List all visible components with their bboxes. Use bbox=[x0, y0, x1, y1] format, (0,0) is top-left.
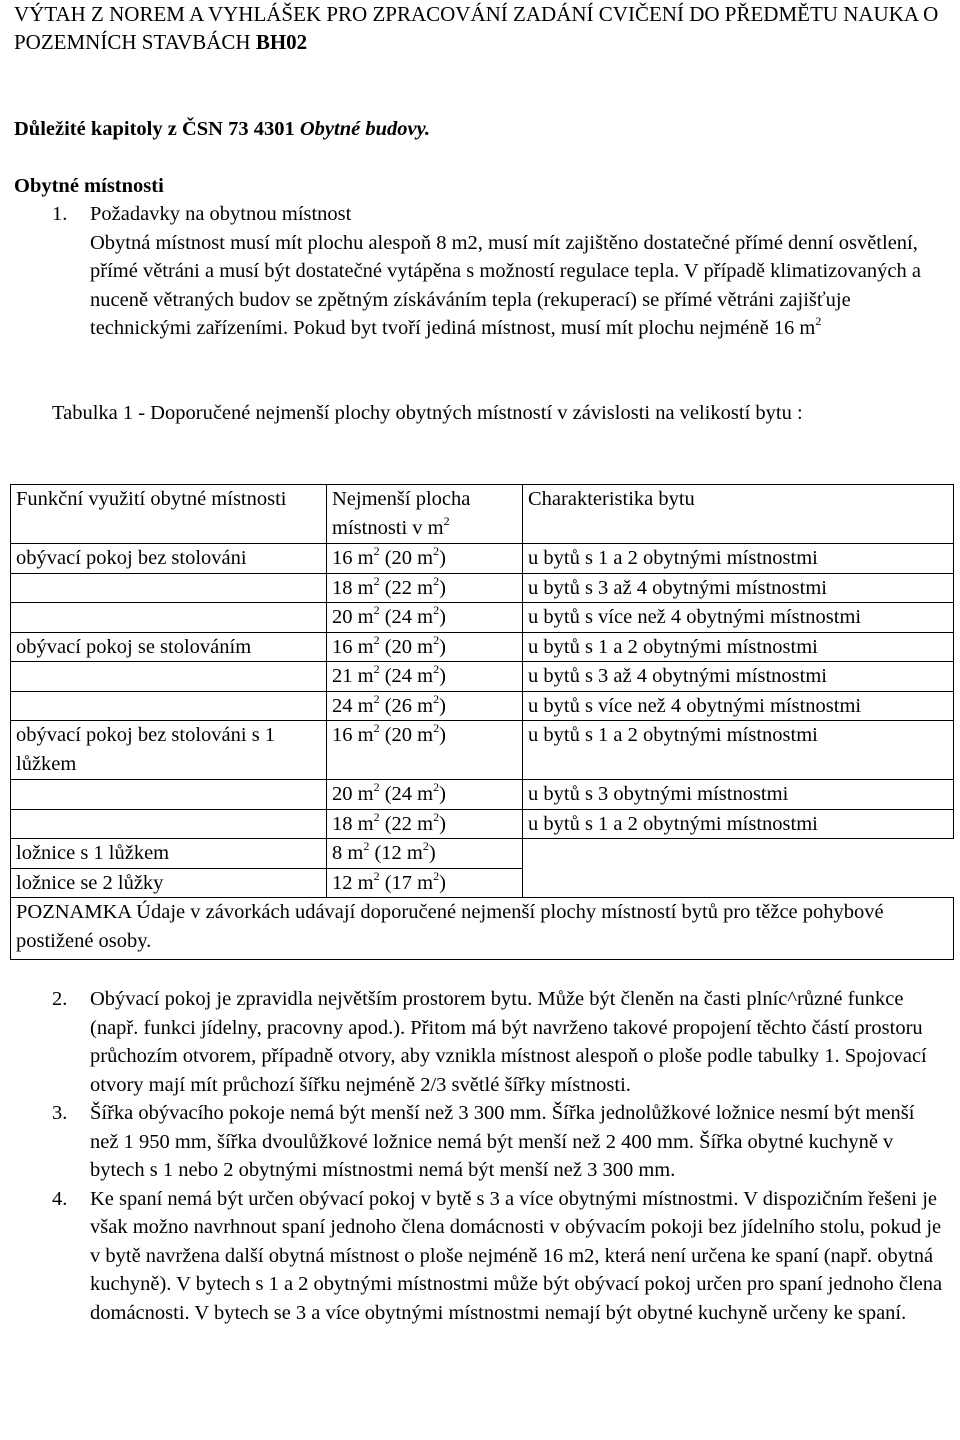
table-row bbox=[11, 662, 954, 692]
list-item-number: 4. bbox=[52, 1187, 68, 1210]
superscript: 2 bbox=[433, 780, 440, 794]
area-text: ) bbox=[428, 842, 436, 864]
area-text: (12 m bbox=[369, 842, 423, 864]
area-cell bbox=[327, 780, 523, 810]
header-cell-area bbox=[327, 485, 523, 544]
standard-heading bbox=[14, 115, 430, 144]
table-row bbox=[11, 691, 954, 721]
area-text: ) bbox=[439, 576, 446, 599]
table-note: POZNAMKA Údaje v závorkách udávají doporučené nejmenší plochy místností bytů pro těžce pohybové postižené osoby. bbox=[11, 898, 954, 960]
superscript: 2 bbox=[373, 691, 380, 706]
characteristic-cell: u bytů s 3 obytnými místnostmi bbox=[523, 780, 954, 810]
table-row bbox=[11, 809, 954, 839]
room-cell bbox=[11, 809, 327, 839]
characteristic-cell bbox=[523, 868, 954, 898]
room-area-table bbox=[10, 484, 954, 960]
superscript: 2 bbox=[433, 573, 440, 588]
superscript: 2 bbox=[433, 809, 440, 824]
area-cell bbox=[327, 662, 523, 692]
superscript: 2 bbox=[373, 603, 380, 617]
area-text: ) bbox=[439, 665, 446, 687]
list-item bbox=[52, 1099, 947, 1185]
area-text: 24 m bbox=[332, 694, 374, 717]
superscript: 2 bbox=[373, 780, 380, 794]
characteristic-cell: u bytů s 3 až 4 obytnými místnostmi bbox=[523, 573, 954, 603]
area-text: 20 m bbox=[332, 783, 374, 805]
room-cell: obývací pokoj bez stolováni s 1 lůžkem bbox=[11, 721, 327, 780]
superscript: 2 bbox=[373, 809, 380, 824]
superscript: 2 bbox=[433, 721, 440, 735]
superscript: 2 bbox=[373, 632, 380, 647]
characteristic-cell: u bytů s více než 4 obytnými místnostmi bbox=[523, 603, 954, 633]
table-caption: Tabulka 1 - Doporučené nejmenší plochy obytných místností v závislosti na velikostí bytu : bbox=[52, 402, 803, 424]
area-cell bbox=[327, 868, 523, 898]
list-item-number: 3. bbox=[52, 1102, 68, 1124]
characteristic-cell: u bytů s 1 a 2 obytnými místnostmi bbox=[523, 632, 954, 662]
superscript: 2 bbox=[433, 544, 440, 558]
table-row bbox=[11, 632, 954, 662]
section-heading: Obytné místnosti bbox=[14, 175, 164, 197]
area-cell bbox=[327, 721, 523, 780]
room-cell bbox=[11, 662, 327, 692]
characteristic-cell: u bytů s 1 a 2 obytnými místnostmi bbox=[523, 809, 954, 839]
area-text: (24 m bbox=[379, 606, 434, 628]
area-text: (24 m bbox=[379, 783, 434, 805]
area-cell bbox=[327, 691, 523, 721]
superscript: 2 bbox=[373, 721, 380, 735]
title-code: BH02 bbox=[255, 30, 308, 54]
list-item-body bbox=[90, 200, 950, 343]
area-text: (20 m bbox=[379, 724, 434, 746]
area-text: 21 m bbox=[332, 665, 374, 687]
room-cell bbox=[11, 573, 327, 603]
table-row bbox=[11, 544, 954, 574]
superscript: 2 bbox=[422, 839, 429, 853]
area-cell bbox=[327, 809, 523, 839]
header-area-text: Nejmenší plocha místnosti v m bbox=[332, 488, 471, 539]
area-text: 16 m bbox=[332, 724, 374, 746]
characteristic-cell: u bytů s 1 a 2 obytnými místnostmi bbox=[523, 721, 954, 780]
area-text: 16 m bbox=[332, 547, 374, 569]
title-text: VÝTAH Z NOREM A VYHLÁŠEK PRO ZPRACOVÁNÍ ZADÁNÍ CVIČENÍ DO PŘEDMĚTU NAUKA O POZEMNÍCH STAVBÁCH bbox=[14, 2, 939, 54]
area-text: (20 m bbox=[379, 547, 434, 569]
characteristic-cell: u bytů s 1 a 2 obytnými místnostmi bbox=[523, 544, 954, 574]
area-text: ) bbox=[439, 812, 446, 835]
list-item-title: Požadavky na obytnou místnost bbox=[90, 203, 352, 225]
table-row bbox=[11, 603, 954, 633]
list-item-text-main: Obytná místnost musí mít plochu alespoň 8 m2, musí mít zajištěno dostatečné přímé denní osvětlení, přímé větráni a musí být dostatečné vytápěna s možností regulace tepla. V případě klimatizovaných a nuceně větraných budov se zpětným získáváním tepla (rekuperací) se přímé větráni zajišťuje technickými zařízeními. Pokud byt tvoří jediná místnost, musí mít plochu nejméně 16 m bbox=[90, 231, 921, 339]
area-text: 12 m bbox=[332, 871, 374, 894]
area-text: (26 m bbox=[379, 694, 434, 717]
table-row bbox=[11, 780, 954, 810]
list-item bbox=[52, 1185, 947, 1328]
table-body bbox=[11, 485, 954, 960]
room-cell bbox=[11, 780, 327, 810]
list-item-text: Ke spaní nemá být určen obývací pokoj v bytě s 3 a více obytnými místnostmi. V dispozičním řešeni je však možno navrhnout spaní jednoho člena domácnosti v obývacím pokoji bez jídelního stolu, pokud je v bytě navržena další obytná místnost o ploše nejméně 16 m2, která není určena ke spaní (např. obytná kuchyně). V bytech s 1 a 2 obytnými místnostmi může být obývací pokoj určen pro spaní jednoho člena domácnosti. V bytech se 3 a více obytnými místnostmi nemají být obytné kuchyně určeny ke spaní. bbox=[90, 1187, 943, 1324]
area-text: ) bbox=[439, 783, 446, 805]
room-cell: obývací pokoj bez stolováni bbox=[11, 544, 327, 574]
area-text: ) bbox=[439, 871, 446, 894]
document-title bbox=[14, 0, 944, 56]
superscript: 2 bbox=[373, 573, 380, 588]
superscript: 2 bbox=[433, 632, 440, 647]
table-note-row bbox=[11, 898, 954, 960]
table-row bbox=[11, 839, 954, 869]
area-text: ) bbox=[439, 606, 446, 628]
superscript: 2 bbox=[433, 691, 440, 706]
superscript: 2 bbox=[815, 314, 822, 328]
superscript: 2 bbox=[433, 662, 440, 676]
area-text: (22 m bbox=[379, 576, 434, 599]
header-cell-function: Funkční využití obytné místnosti bbox=[11, 485, 327, 544]
superscript: 2 bbox=[373, 662, 380, 676]
characteristic-cell: u bytů s více než 4 obytnými místnostmi bbox=[523, 691, 954, 721]
area-text: ) bbox=[439, 694, 446, 717]
characteristic-cell: u bytů s 3 až 4 obytnými místnostmi bbox=[523, 662, 954, 692]
table-row bbox=[11, 573, 954, 603]
area-cell bbox=[327, 632, 523, 662]
area-text: ) bbox=[439, 547, 446, 569]
area-text: 20 m bbox=[332, 606, 374, 628]
area-cell bbox=[327, 603, 523, 633]
table-header-row bbox=[11, 485, 954, 544]
area-text: 18 m bbox=[332, 576, 374, 599]
superscript: 2 bbox=[373, 868, 380, 883]
list-item-number: 1. bbox=[52, 203, 68, 225]
characteristic-cell bbox=[523, 839, 954, 869]
table-row bbox=[11, 868, 954, 898]
area-text: (17 m bbox=[379, 871, 434, 894]
area-text: (24 m bbox=[379, 665, 434, 687]
room-cell bbox=[11, 603, 327, 633]
list-item-number: 2. bbox=[52, 988, 68, 1010]
area-text: ) bbox=[439, 635, 446, 658]
standard-heading-italic: Obytné budovy. bbox=[299, 118, 431, 140]
room-cell: ložnice se 2 lůžky bbox=[11, 868, 327, 898]
room-cell: obývací pokoj se stolováním bbox=[11, 632, 327, 662]
room-cell: ložnice s 1 lůžkem bbox=[11, 839, 327, 869]
area-text: 8 m bbox=[332, 842, 364, 864]
superscript: 2 bbox=[363, 839, 370, 853]
room-cell bbox=[11, 691, 327, 721]
superscript: 2 bbox=[433, 603, 440, 617]
table-row bbox=[11, 721, 954, 780]
area-text: 16 m bbox=[332, 635, 374, 658]
area-text: (22 m bbox=[379, 812, 434, 835]
area-text: ) bbox=[439, 724, 446, 746]
area-text: (20 m bbox=[379, 635, 434, 658]
list-item-text: Šířka obývacího pokoje nemá být menší než 3 300 mm. Šířka jednolůžkové ložnice nesmí být menší než 1 950 mm, šířka dvoulůžkové ložnice nemá být menší než 2 400 mm. Šířka obytné kuchyně v bytech s 1 nebo 2 obytnými místnostmi nemá být menší než 3 300 mm. bbox=[90, 1102, 915, 1181]
superscript: 2 bbox=[443, 513, 450, 528]
area-text: 18 m bbox=[332, 812, 374, 835]
numbered-list bbox=[52, 985, 947, 1327]
superscript: 2 bbox=[433, 868, 440, 883]
area-cell bbox=[327, 839, 523, 869]
area-cell bbox=[327, 544, 523, 574]
superscript: 2 bbox=[373, 544, 380, 558]
area-cell bbox=[327, 573, 523, 603]
list-item-text bbox=[90, 229, 950, 343]
list-item-text: Obývací pokoj je zpravidla největším prostorem bytu. Může být členěn na časti plníc^různé funkce (např. funkci jídelny, pracovny apod.). Přitom má být navrženo takové propojení těchto částí prostoru průchozím otvorem, případně otvory, aby vznikla místnost alespoň o ploše podle tabulky 1. Spojovací otvory mají mít průchozí šířku nejméně 2/3 světlé šířky místnosti. bbox=[90, 988, 927, 1096]
list-item bbox=[52, 985, 947, 1099]
header-cell-characteristic: Charakteristika bytu bbox=[523, 485, 954, 544]
standard-heading-text: Důležité kapitoly z ČSN 73 4301 bbox=[14, 118, 300, 140]
